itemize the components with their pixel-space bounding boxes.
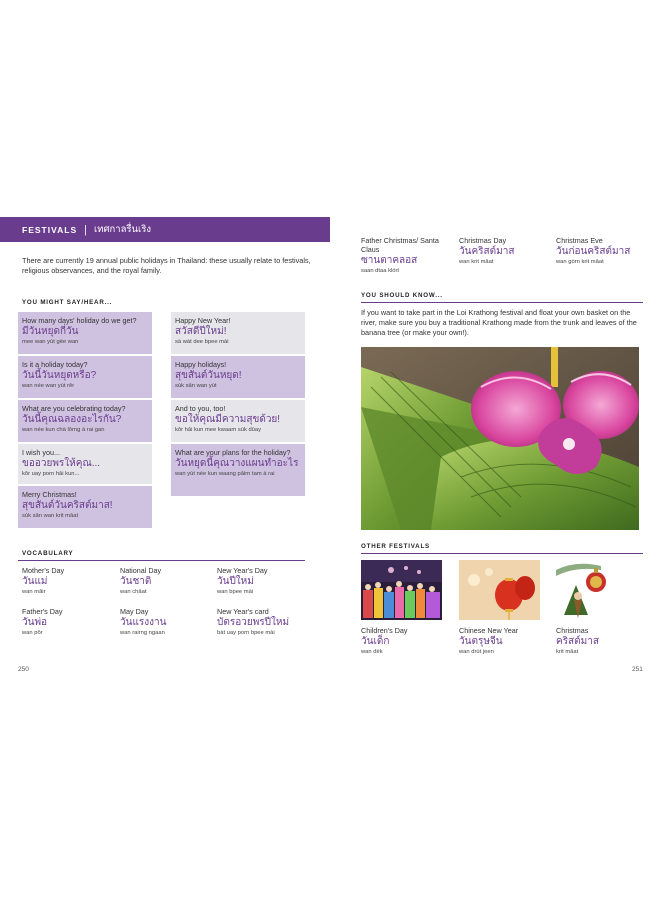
festival-th: วันเด็ก [361,636,390,647]
vocab-en: Father Christmas/ Santa Claus [361,236,439,254]
vocab-translit: wan gòrn krit mâat [556,259,604,265]
phrase-th: วันหยุดนี้คุณวางแผนทำอะไร [175,458,299,469]
vocab-th: วันก่อนคริสต์มาส [556,246,631,257]
vocab-en: New Year's Day [217,566,268,575]
phrase-en: How many days' holiday do we get? [22,316,137,325]
phrase-translit: wan née wan yùt rěr [22,383,75,389]
festival-en: Christmas [556,626,589,635]
festival-translit: wan dèk [361,649,383,655]
vocab-item [459,236,551,266]
festival-translit: wan drùt jeen [459,649,494,655]
phrase-en: Merry Christmas! [22,490,77,499]
other-festivals-rule [361,553,643,554]
phrase-card [171,356,305,398]
phrase-en: What are your plans for the holiday? [175,448,291,457]
phrase-translit: wan yùt née kun waang pǎirn tam à rai [175,471,275,477]
vocab-en: Christmas Day [459,236,507,245]
phrase-translit: mee wan yùt gèe wan [22,339,79,345]
festival-th: คริสต์มาส [556,636,599,647]
vocab-th: บัตรอวยพรปีใหม่ [217,617,290,628]
vocab-th: วันชาติ [120,576,152,587]
other-festivals-heading: OTHER FESTIVALS [361,543,430,550]
vocab-item [217,566,312,596]
phrase-card [18,356,152,398]
childrens-day-photo [361,560,442,620]
phrase-en: I wish you... [22,448,60,457]
vocabulary-rule [18,560,305,561]
vocab-th: วันแม่ [22,576,48,587]
vocab-en: May Day [120,607,149,616]
krathong-photo [361,347,639,530]
phrase-th: มีวันหยุดกี่วัน [22,326,79,337]
phrase-en: Happy holidays! [175,360,227,369]
krathong-illustration [361,347,639,530]
chinese-new-year-photo [459,560,540,620]
phrase-card [18,312,152,354]
vocab-translit: wan pôr [22,630,43,636]
vocab-item [120,566,212,596]
phrase-card [171,444,305,496]
phrase-translit: kŏr hâi kun mee kwaam sùk dûay [175,427,262,433]
vocab-item [22,607,114,637]
vocab-item [556,236,648,266]
vocab-en: National Day [120,566,162,575]
banner-separator: | [84,223,87,236]
festivals-banner [0,217,330,242]
phrase-th: สุขสันต์วันคริสต์มาส! [22,500,113,511]
phrase-en: Happy New Year! [175,316,231,325]
say-hear-heading: YOU MIGHT SAY/HEAR... [22,299,113,306]
christmas-photo [556,560,637,620]
vocab-en: Mother's Day [22,566,65,575]
phrase-translit: sà wàt dee bpee mài [175,339,229,345]
phrase-th: ขออวยพรให้คุณ... [22,458,101,469]
vocab-translit: wan mâir [22,589,46,595]
phrase-en: What are you celebrating today? [22,404,126,413]
vocabulary-heading: VOCABULARY [22,550,74,557]
festival-th: วันตรุษจีน [459,636,503,647]
should-know-heading: YOU SHOULD KNOW... [361,292,443,299]
vocab-item [22,566,114,596]
phrase-th: วันนี้วันหยุดหรือ? [22,370,97,381]
vocab-th: วันแรงงาน [120,617,167,628]
vocab-th: ซานตาคลอส [361,255,418,266]
festival-item [361,626,453,656]
banner-title-en: FESTIVALS [22,224,78,235]
intro-text: There are currently 19 annual public holidays in Thailand: these usually relate to festivals, religious observances, and the royal family. [22,256,311,275]
phrase-th: สุขสันต์วันหยุด! [175,370,242,381]
phrase-th: สวัสดีปีใหม่! [175,326,227,337]
vocab-th: วันพ่อ [22,617,48,628]
phrase-th: วันนี้คุณฉลองอะไรกัน? [22,414,122,425]
phrase-translit: kŏr uay porn hâi kun... [22,471,80,477]
phrase-en: And to you, too! [175,404,226,413]
festival-translit: krit mâat [556,649,579,655]
page-number-right: 251 [632,666,643,673]
phrase-card [171,400,305,442]
festival-en: Chinese New Year [459,626,519,635]
vocab-en: Father's Day [22,607,63,616]
vocab-item [217,607,312,637]
festival-item [459,626,551,656]
vocab-item [361,236,453,275]
phrase-card [171,312,305,354]
vocab-en: New Year's card [217,607,269,616]
phrase-card [18,486,152,528]
phrase-translit: wan née kun chà lǒrng à rai gan [22,427,105,433]
vocab-translit: wan rairng ngaan [120,630,165,636]
should-know-text: If you want to take part in the Loi Krathong festival and float your own basket on the river, make sure you buy a traditional Krathong made from the trunk and leaves of the banana tree (or make your own!). [361,308,637,337]
should-know-rule [361,302,643,303]
phrase-th: ขอให้คุณมีความสุขด้วย! [175,414,281,425]
vocab-translit: wan krit mâat [459,259,494,265]
vocab-translit: bàt uay porn bpee mài [217,630,275,636]
phrase-translit: sùk sǎn wan krit mâat [22,513,79,519]
banner-title-th: เทศกาลรื่นเริง [93,224,152,235]
festival-en: Children's Day [361,626,408,635]
phrase-translit: sùk sǎn wan yùt [175,383,217,389]
vocab-item [120,607,212,637]
vocab-en: Christmas Eve [556,236,603,245]
phrase-en: Is it a holiday today? [22,360,88,369]
vocab-translit: wan châat [120,589,147,595]
vocab-translit: saan dtaa klórt [361,268,400,274]
festival-item [556,626,648,656]
page-number-left: 250 [18,666,29,673]
vocab-th: วันปีใหม่ [217,576,254,587]
phrase-card [18,444,152,484]
phrase-card [18,400,152,442]
vocab-th: วันคริสต์มาส [459,246,515,257]
vocab-translit: wan bpee mài [217,589,254,595]
